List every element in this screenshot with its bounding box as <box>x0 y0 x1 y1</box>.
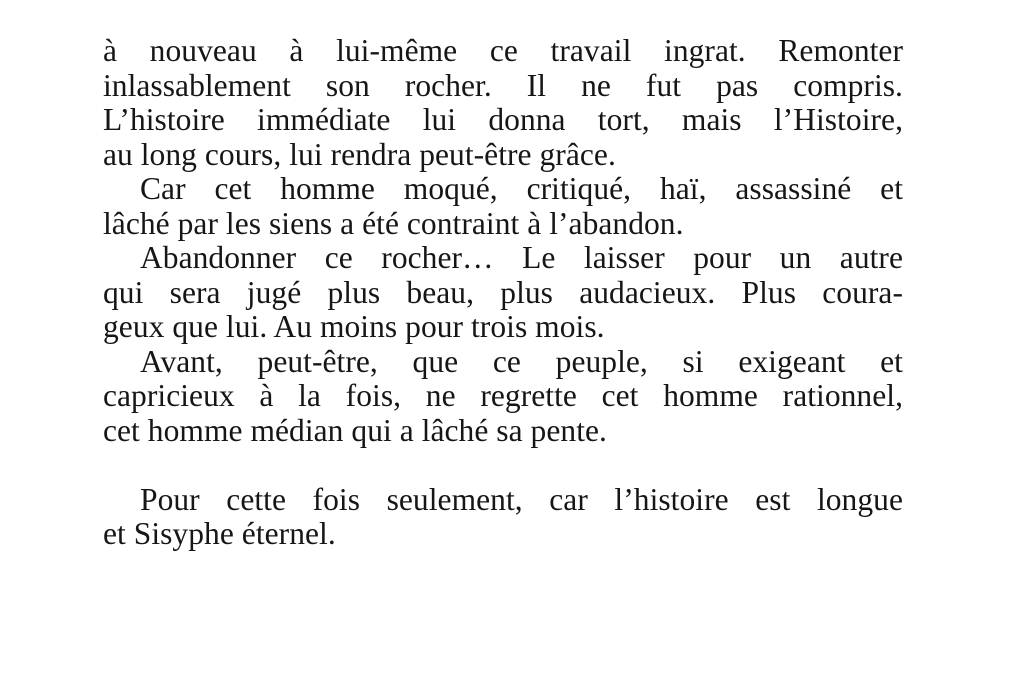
paragraph-3 <box>103 241 903 345</box>
text-line: au long cours, lui rendra peut-être grâce. <box>103 136 616 172</box>
book-page-text <box>103 34 903 552</box>
text-line: Abandonner ce rocher… Le laisser pour un autre <box>140 240 903 275</box>
paragraph-4 <box>103 345 903 449</box>
text-line: Car cet homme moqué, critiqué, haï, assassiné et <box>140 171 903 206</box>
text-line: et Sisyphe éternel. <box>103 516 336 551</box>
text-line: qui sera jugé plus beau, plus audacieux. Plus coura- <box>103 274 903 310</box>
text-line: cet homme médian qui a lâché sa pente. <box>103 412 607 448</box>
text-line: lâché par les siens a été contraint à l’abandon. <box>103 205 684 241</box>
text-line: capricieux à la fois, ne regrette cet homme rationnel, <box>103 378 903 413</box>
paragraph-2 <box>103 172 903 241</box>
text-line: L’histoire immédiate lui donna tort, mais l’Histoire, <box>103 102 903 137</box>
section-break <box>103 448 903 483</box>
text-line: inlassablement son rocher. Il ne fut pas compris. <box>103 67 903 103</box>
paragraph-5 <box>103 483 903 552</box>
text-line: à nouveau à lui-même ce travail ingrat. Remonter <box>103 33 903 68</box>
text-line: geux que lui. Au moins pour trois mois. <box>103 309 605 344</box>
paragraph-1 <box>103 34 903 172</box>
text-line: Avant, peut-être, que ce peuple, si exigeant et <box>140 343 903 379</box>
text-line: Pour cette fois seulement, car l’histoire est longue <box>140 481 903 517</box>
